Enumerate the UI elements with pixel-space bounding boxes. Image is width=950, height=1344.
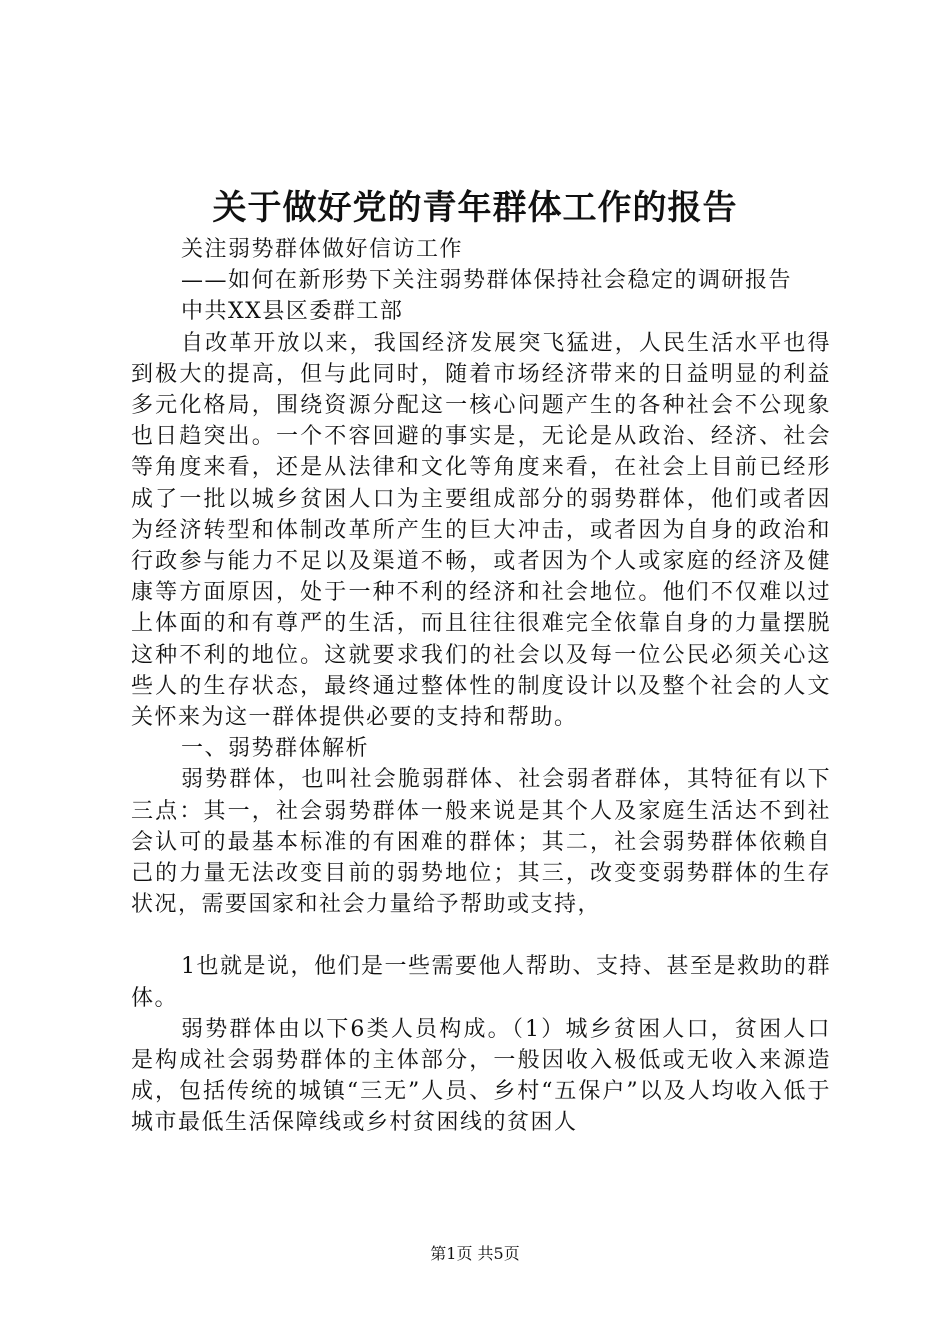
sub-subtitle: ——如何在新形势下关注弱势群体保持社会稳定的调研报告 bbox=[181, 268, 793, 294]
paragraph-definition: 弱势群体，也叫社会脆弱群体、社会弱者群体，其特征有以下三点：其一，社会弱势群体一般来说是其个人及家庭生活达不到社会认可的最基本标准的有困难的群体；其二，社会弱势群体依赖自己的力量无法改变目前的弱势地位；其三，改变变弱势群体的生存状况，需要国家和社会力量给予帮助或支持， bbox=[131, 767, 831, 918]
page-number-footer: 第1页 共5页 bbox=[430, 1244, 520, 1263]
author-department: 中共XX县区委群工部 bbox=[181, 299, 404, 325]
paragraph-intro: 自改革开放以来，我国经济发展突飞猛进，人民生活水平也得到极大的提高，但与此同时，随着市场经济带来的日益明显的利益多元化格局，围绕资源分配这一核心问题产生的各种社会不公现象也日趋突出。一个不容回避的事实是，无论是从政治、经济、社会等角度来看，还是从法律和文化等角度来看，在社会上目前已经形成了一批以城乡贫困人口为主要组成部分的弱势群体，他们或者因为经济转型和体制改革所产生的巨大冲击，或者因为自身的政治和行政参与能力不足以及渠道不畅，或者因为个人或家庭的经济及健康等方面原因，处于一种不利的经济和社会地位。他们不仅难以过上体面的和有尊严的生活，而且往往很难完全依靠自身的力量摆脱这种不利的地位。这就要求我们的社会以及每一位公民必须关心这些人的生存状态，最终通过整体性的制度设计以及整个社会的人文关怀来为这一群体提供必要的支持和帮助。 bbox=[131, 330, 831, 731]
section-heading: 一、弱势群体解析 bbox=[181, 736, 370, 762]
document-title: 关于做好党的青年群体工作的报告 bbox=[212, 188, 738, 228]
paragraph-composition: 弱势群体由以下6类人员构成。（1）城乡贫困人口，贫困人口是构成社会弱势群体的主体部分，一般因收入极低或无收入来源造成，包括传统的城镇“三无”人员、乡村“五保户”以及人均收入低于城市最低生活保障线或乡村贫困线的贫困人 bbox=[131, 1016, 831, 1136]
subtitle: 关注弱势群体做好信访工作 bbox=[181, 237, 464, 262]
document-body bbox=[131, 234, 831, 1139]
paragraph-footnote-continuation: 1也就是说，他们是一些需要他人帮助、支持、甚至是救助的群体。 bbox=[131, 954, 831, 1011]
